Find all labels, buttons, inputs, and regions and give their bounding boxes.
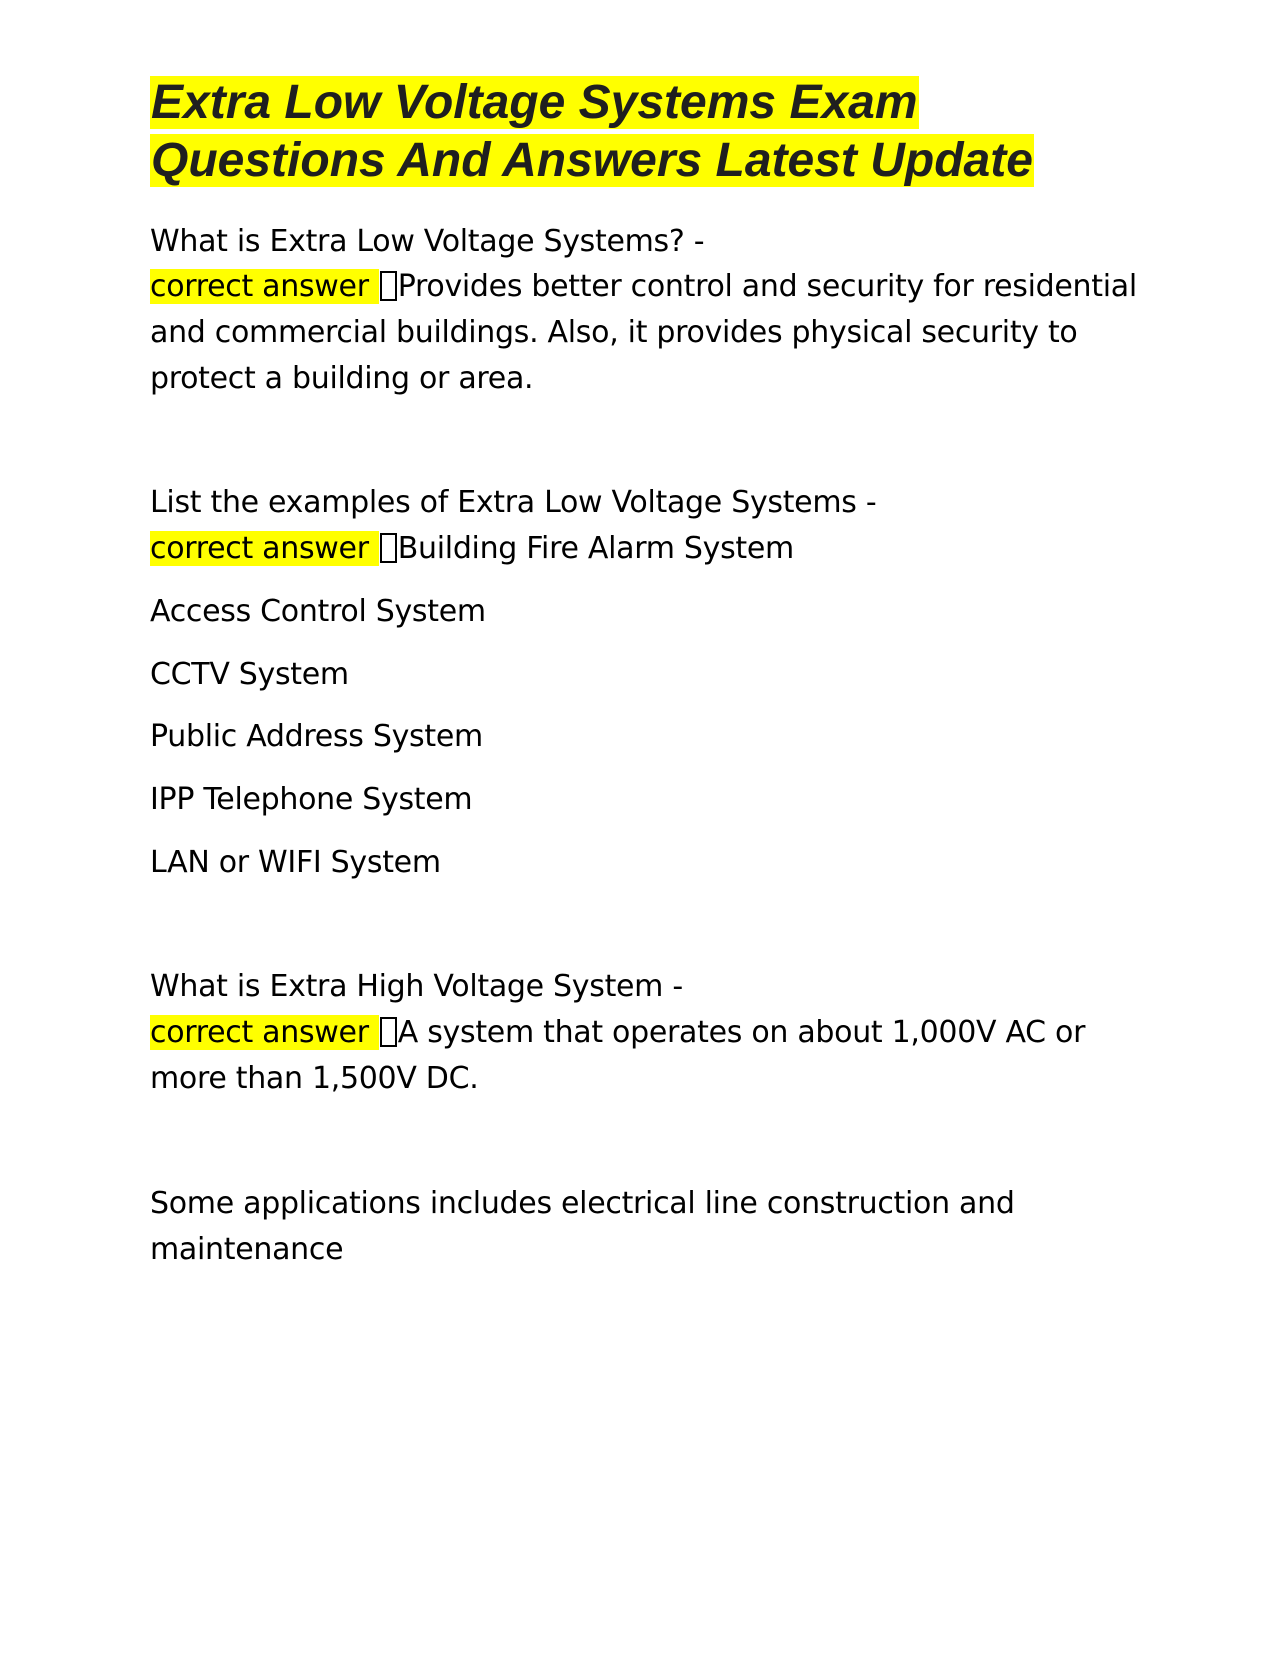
answer-1-text-1: Provides better control and security for residential — [397, 269, 1137, 304]
list-item: CCTV System — [150, 657, 349, 692]
answer-1-line-2: and commercial buildings. Also, it provides physical security to — [150, 315, 1078, 350]
answer-3-text-1: A system that operates on about 1,000V AC or — [397, 1015, 1086, 1050]
list-item: IPP Telephone System — [150, 782, 473, 817]
question-3: What is Extra High Voltage System - — [150, 969, 683, 1004]
correct-answer-label: correct answer — [150, 269, 379, 304]
title-line-1: Extra Low Voltage Systems Exam — [151, 76, 918, 129]
question-1: What is Extra Low Voltage Systems? - — [150, 224, 705, 259]
answer-1-line-3: protect a building or area. — [150, 361, 534, 396]
correct-answer-label: correct answer — [150, 1015, 379, 1050]
list-item: Public Address System — [150, 719, 483, 754]
document-title — [150, 74, 1150, 190]
question-2: List the examples of Extra Low Voltage Systems - — [150, 485, 877, 520]
answer-3-line-1 — [150, 1009, 1130, 1056]
note-line-1: Some applications includes electrical line construction and — [150, 1186, 1015, 1221]
list-item: Access Control System — [150, 594, 486, 629]
correct-answer-label: correct answer — [150, 531, 379, 566]
missing-glyph-icon — [380, 533, 397, 563]
list-item: LAN or WIFI System — [150, 845, 441, 880]
answer-2-line-1 — [150, 525, 1130, 572]
answer-1-line-1 — [150, 263, 1137, 310]
answer-3-line-2: more than 1,500V DC. — [150, 1061, 479, 1096]
missing-glyph-icon — [380, 1017, 397, 1047]
answer-2-text-1: Building Fire Alarm System — [397, 531, 794, 566]
missing-glyph-icon — [380, 271, 397, 301]
title-line-2: Questions And Answers Latest Update — [151, 134, 1033, 187]
note-line-2: maintenance — [150, 1232, 344, 1267]
